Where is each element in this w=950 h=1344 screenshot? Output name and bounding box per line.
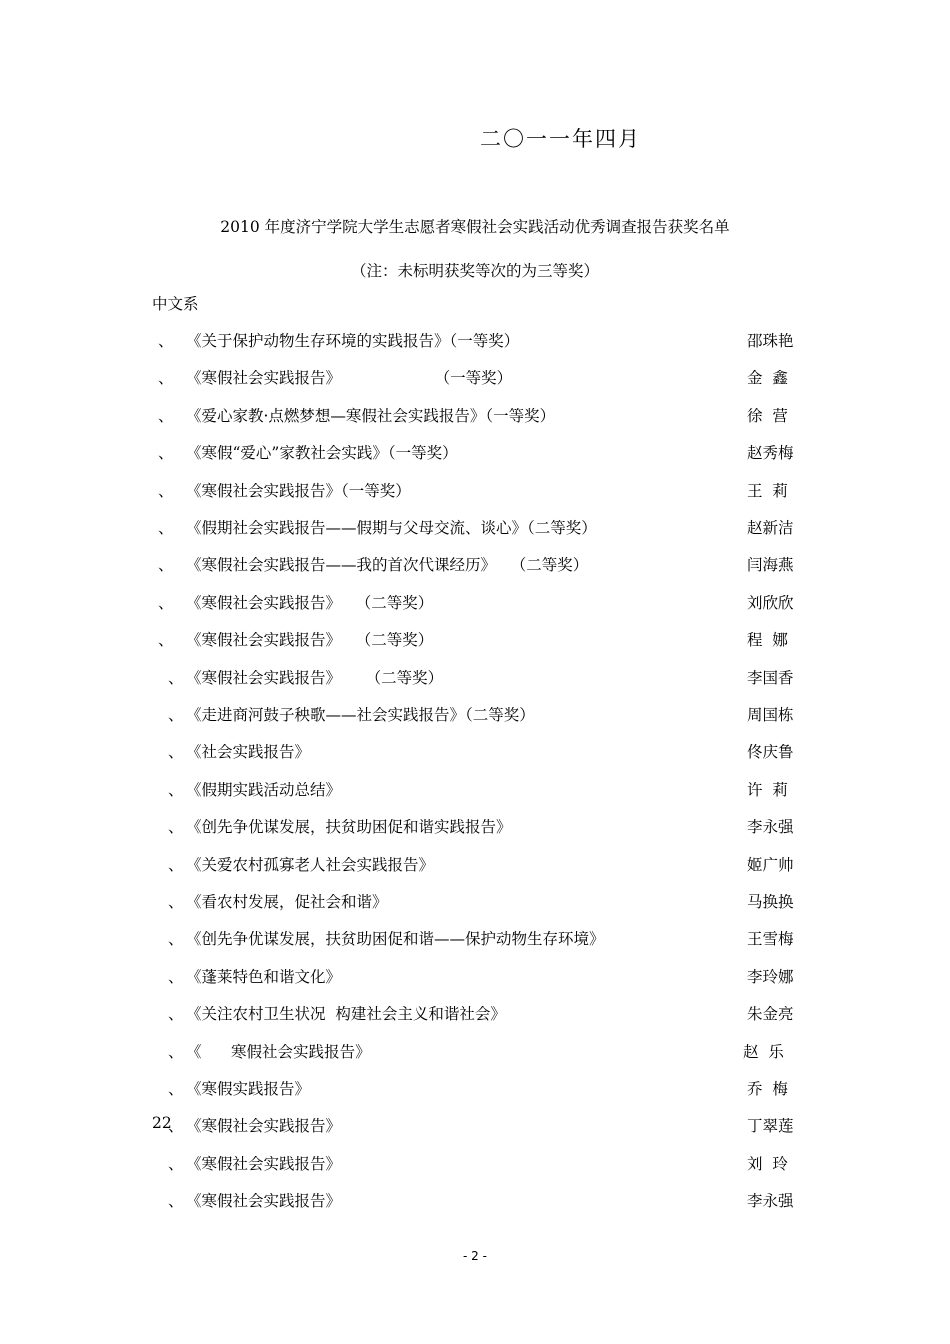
report-title: 《寒假社会实践报告》 [186, 1192, 342, 1211]
list-item [0, 366, 950, 390]
entry-separator: 、 [168, 1154, 184, 1173]
list-item [0, 890, 950, 914]
list-item [0, 666, 950, 690]
list-item [0, 404, 950, 428]
author-name: 乔 梅 [747, 1080, 788, 1098]
entry-separator: 、 [168, 818, 184, 837]
report-title: 《寒假社会实践报告》 （一等奖） [186, 369, 513, 388]
author-name: 程 娜 [747, 631, 788, 650]
list-item [0, 628, 950, 652]
list-item [0, 853, 950, 877]
author-name: 刘 玲 [747, 1154, 788, 1173]
list-item [0, 740, 950, 764]
report-title: 《爱心家教·点燃梦想—寒假社会实践报告》（一等奖） [186, 406, 556, 425]
list-item [0, 1077, 950, 1101]
author-name: 李永强 [747, 1192, 794, 1211]
author-name: 佟庆鲁 [747, 743, 794, 762]
entry-separator: 、 [158, 444, 174, 463]
author-name: 金 鑫 [747, 369, 788, 388]
report-title: 《关注农村卫生状况 构建社会主义和谐社会》 [186, 1005, 506, 1024]
list-item [0, 778, 950, 802]
entry-separator: 、 [158, 369, 174, 388]
entry-separator: 、 [168, 780, 184, 799]
report-title: 《蓬莱特色和谐文化》 [186, 967, 342, 986]
report-title: 《寒假社会实践报告》（一等奖） [186, 481, 411, 500]
report-title: 《寒假社会实践报告》 （二等奖） [186, 631, 434, 650]
page-number: - 2 - [463, 1249, 487, 1263]
report-title: 《寒假社会实践报告》 （二等奖） [186, 668, 444, 687]
list-item [0, 965, 950, 989]
list-item [0, 1189, 950, 1213]
report-title: 《社会实践报告》 [186, 743, 311, 762]
author-name: 赵 乐 [743, 1042, 784, 1061]
report-title: 《寒假社会实践报告——我的首次代课经历》 （二等奖） [186, 556, 589, 575]
entry-number: 22 [152, 1114, 172, 1133]
report-title: 《寒假实践报告》 [186, 1080, 311, 1098]
entry-separator: 、 [168, 1117, 184, 1136]
report-title: 《关于保护动物生存环境的实践报告》（一等奖） [186, 332, 520, 350]
entry-separator: 、 [168, 1192, 184, 1211]
list-item [0, 1002, 950, 1026]
entry-separator: 、 [168, 743, 184, 762]
report-title: 《 寒假社会实践报告》 [186, 1042, 371, 1061]
list-item [0, 815, 950, 839]
entry-separator: 、 [158, 519, 174, 537]
list-item [0, 329, 950, 353]
author-name: 许 莉 [747, 780, 788, 799]
entry-separator: 、 [168, 893, 184, 911]
entry-separator: 、 [168, 967, 184, 986]
award-note: （注：未标明获奖等次的为三等奖） [350, 262, 599, 280]
author-name: 徐 营 [747, 406, 788, 425]
list-item [0, 703, 950, 727]
report-title: 《关爱农村孤寡老人社会实践报告》 [186, 855, 435, 874]
entry-separator: 、 [168, 1005, 184, 1024]
author-name: 周国栋 [747, 706, 794, 724]
entry-separator: 、 [168, 1042, 184, 1061]
list-item [0, 553, 950, 577]
list-item [0, 516, 950, 540]
list-item [0, 441, 950, 465]
author-name: 赵秀梅 [747, 444, 794, 463]
report-title: 《假期实践活动总结》 [186, 780, 342, 799]
report-title: 《寒假社会实践报告》 [186, 1154, 342, 1173]
entry-separator: 、 [158, 481, 174, 500]
entry-separator: 、 [168, 668, 184, 687]
entry-separator: 、 [158, 406, 174, 425]
entry-separator: 、 [168, 930, 184, 949]
author-name: 丁翠莲 [747, 1117, 794, 1136]
author-name: 李玲娜 [747, 967, 794, 986]
author-name: 朱金亮 [747, 1005, 794, 1024]
report-title: 《看农村发展，促社会和谐》 [186, 893, 388, 911]
author-name: 刘欣欣 [747, 593, 794, 612]
author-name: 王 莉 [747, 481, 788, 500]
report-title: 《假期社会实践报告——假期与父母交流、谈心》（二等奖） [186, 519, 597, 537]
entry-separator: 、 [168, 855, 184, 874]
author-name: 姬广帅 [747, 855, 794, 874]
document-title: 2010 年度济宁学院大学生志愿者寒假社会实践活动优秀调查报告获奖名单 [220, 218, 730, 236]
report-title: 《创先争优谋发展，扶贫助困促和谐实践报告》 [186, 818, 512, 837]
entry-separator: 、 [158, 556, 174, 575]
entry-separator: 、 [158, 631, 174, 650]
report-title: 《寒假“爱心”家教社会实践》（一等奖） [186, 444, 458, 463]
author-name: 邵珠艳 [747, 332, 794, 350]
report-title: 《寒假社会实践报告》 [186, 1117, 342, 1136]
list-item [0, 479, 950, 503]
author-name: 王雪梅 [747, 930, 794, 949]
author-name: 李国香 [747, 668, 794, 687]
report-title: 《创先争优谋发展，扶贫助困促和谐——保护动物生存环境》 [186, 930, 605, 949]
date-line: 二〇一一年四月 [480, 127, 641, 151]
entry-separator: 、 [158, 332, 174, 350]
list-item [0, 927, 950, 951]
entry-separator: 、 [168, 706, 184, 724]
list-item [0, 591, 950, 615]
author-name: 闫海燕 [747, 556, 794, 575]
department-heading: 中文系 [152, 295, 199, 313]
list-item [0, 1040, 950, 1064]
report-title: 《走进商河鼓子秧歌——社会实践报告》（二等奖） [186, 706, 535, 724]
entry-separator: 、 [168, 1080, 184, 1098]
entry-separator: 、 [158, 593, 174, 612]
list-item [0, 1114, 950, 1138]
author-name: 李永强 [747, 818, 794, 837]
list-item [0, 1152, 950, 1176]
author-name: 赵新洁 [747, 519, 794, 537]
report-title: 《寒假社会实践报告》 （二等奖） [186, 593, 434, 612]
author-name: 马换换 [747, 893, 794, 911]
